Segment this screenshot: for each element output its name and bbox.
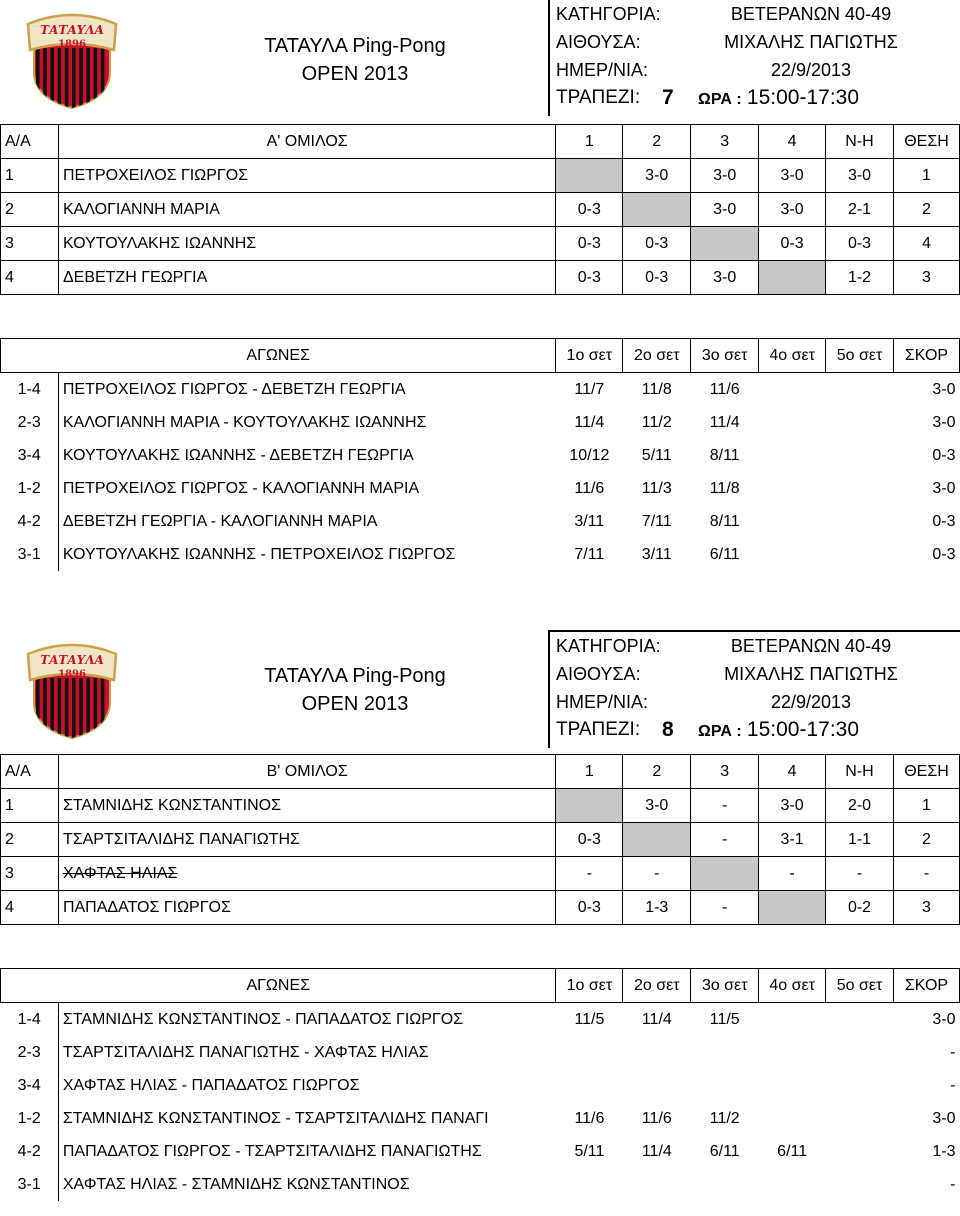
- self-cell: [691, 857, 759, 891]
- set-score: [556, 1036, 623, 1069]
- club-title: ΤΑΤΑΥΛΑ Ping-Pong: [264, 665, 446, 687]
- group-row: [1, 789, 960, 823]
- match-score: -: [950, 1175, 956, 1193]
- match-row: [1, 439, 960, 472]
- match-row: [1, 373, 960, 407]
- match-pair: 4-2: [1, 1135, 59, 1168]
- match-row: [1, 538, 960, 571]
- set-score: [826, 1168, 894, 1201]
- matches-header-cell: 2ο σετ: [623, 969, 691, 1003]
- win-loss: 2-1: [826, 193, 894, 227]
- svg-text:1896: 1896: [58, 39, 86, 50]
- set-score: [826, 1036, 894, 1069]
- position: 2: [893, 193, 959, 227]
- player-number: 1: [1, 159, 59, 193]
- set-score: [759, 406, 826, 439]
- group-row: [1, 159, 960, 193]
- set-score: [759, 1102, 826, 1135]
- set-score: 11/6: [709, 380, 740, 398]
- set-score: [623, 1069, 691, 1102]
- match-name: ΠΑΠΑΔΑΤΟΣ ΓΙΩΡΓΟΣ - ΤΣΑΡΤΣΙΤΑΛΙΔΗΣ ΠΑΝΑΓΙΩΤΗΣ: [62, 1142, 482, 1160]
- match-score: 3-0: [932, 479, 956, 497]
- player-number: 3: [1, 857, 59, 891]
- result-cell: -: [691, 891, 759, 925]
- match-name: ΤΣΑΡΤΣΙΤΑΛΙΔΗΣ ΠΑΝΑΓΙΩΤΗΣ - ΧΑΦΤΑΣ ΗΛΙΑΣ: [62, 1043, 429, 1061]
- set-score: 11/4: [709, 413, 740, 431]
- set-score: [759, 1003, 826, 1037]
- set-score: [759, 373, 826, 407]
- result-cell: 3-0: [623, 159, 691, 193]
- result-cell: -: [623, 857, 691, 891]
- set-score: 11/5: [574, 1010, 605, 1028]
- group-header-row: [1, 755, 960, 789]
- time-label: ΩΡΑ :: [698, 91, 742, 108]
- group-header-cell: Α/Α: [1, 755, 59, 789]
- info-value: ΒΕΤΕΡΑΝΩΝ 40-49: [730, 636, 892, 656]
- group-header-cell: 1: [556, 125, 623, 159]
- matches-header-cell: 3ο σετ: [691, 339, 759, 373]
- match-score: 3-0: [932, 380, 956, 398]
- info-value: ΜΙΧΑΛΗΣ ΠΑΓΙΩΤΗΣ: [724, 32, 898, 52]
- set-score: 11/6: [641, 1109, 672, 1127]
- result-cell: 3-1: [759, 823, 826, 857]
- group-header-cell: 4: [759, 755, 826, 789]
- set-score: [691, 1069, 759, 1102]
- info-label: ΑΙΘΟΥΣΑ:: [556, 664, 641, 684]
- matches-header-row: [1, 339, 960, 373]
- set-score: [826, 538, 894, 571]
- table-label: ΤΡΑΠΕΖΙ:: [556, 87, 641, 108]
- matches-header-cell: 1ο σετ: [556, 969, 623, 1003]
- matches-header-cell: ΑΓΩΝΕΣ: [1, 339, 556, 373]
- set-score: 6/11: [709, 545, 740, 563]
- set-score: 11/6: [574, 1109, 605, 1127]
- info-label: ΗΜΕΡ/ΝΙΑ:: [556, 692, 649, 712]
- self-cell: [759, 891, 826, 925]
- self-cell: [556, 789, 623, 823]
- matches-header-cell: 4ο σετ: [759, 339, 826, 373]
- group-header-cell: Β' ΟΜΙΛΟΣ: [58, 755, 555, 789]
- result-cell: -: [759, 857, 826, 891]
- set-score: [826, 439, 894, 472]
- table-number: 8: [662, 718, 674, 741]
- match-pair: 1-2: [1, 1102, 59, 1135]
- club-title: ΤΑΤΑΥΛΑ Ping-Pong: [264, 35, 446, 57]
- svg-text:1896: 1896: [58, 669, 86, 680]
- set-score: 11/4: [641, 1142, 672, 1160]
- group-header-cell: 2: [623, 125, 691, 159]
- result-cell: -: [556, 857, 623, 891]
- set-score: 7/11: [641, 512, 672, 530]
- event-title: OPEN 2013: [301, 63, 409, 85]
- set-score: 5/11: [574, 1142, 605, 1160]
- set-score: 10/12: [569, 446, 610, 464]
- set-score: [623, 1036, 691, 1069]
- matches-header-cell: ΣΚΟΡ: [894, 339, 960, 373]
- group-header-cell: 1: [556, 755, 623, 789]
- set-score: [826, 505, 894, 538]
- player-name: ΚΑΛΟΓΙΑΝΝΗ ΜΑΡΙΑ: [58, 193, 555, 227]
- match-name: ΣΤΑΜΝΙΔΗΣ ΚΩΝΣΤΑΝΤΙΝΟΣ - ΤΣΑΡΤΣΙΤΑΛΙΔΗΣ ΠΑΝΑΓΙ: [62, 1109, 489, 1127]
- win-loss: 0-3: [826, 227, 894, 261]
- group-header-cell: 4: [759, 125, 826, 159]
- match-pair: 1-4: [1, 373, 59, 407]
- position: 1: [893, 159, 959, 193]
- set-score: [759, 538, 826, 571]
- match-pair: 1-2: [1, 472, 59, 505]
- match-pair: 3-4: [1, 439, 59, 472]
- position: 4: [893, 227, 959, 261]
- match-info: [548, 630, 960, 748]
- matches-header-cell: ΑΓΩΝΕΣ: [1, 969, 556, 1003]
- self-cell: [556, 159, 623, 193]
- player-name: ΤΣΑΡΤΣΙΤΑΛΙΔΗΣ ΠΑΝΑΓΙΩΤΗΣ: [58, 823, 555, 857]
- result-cell: 3-0: [759, 789, 826, 823]
- group-header-cell: 3: [691, 125, 759, 159]
- match-score: 0-3: [932, 545, 956, 563]
- group-header-cell: ΘΕΣΗ: [893, 125, 959, 159]
- match-score: 3-0: [932, 1109, 956, 1127]
- group-row: [1, 823, 960, 857]
- sheet-header: [0, 630, 960, 746]
- player-number: 4: [1, 261, 59, 295]
- sheet-header: [0, 0, 960, 116]
- set-score: 8/11: [709, 512, 740, 530]
- info-value: 22/9/2013: [770, 60, 852, 80]
- match-row: [1, 1003, 960, 1037]
- match-pair: 2-3: [1, 1036, 59, 1069]
- self-cell: [623, 823, 691, 857]
- match-score: 3-0: [932, 413, 956, 431]
- result-cell: 3-0: [691, 193, 759, 227]
- set-score: 11/4: [641, 1010, 672, 1028]
- win-loss: -: [826, 857, 894, 891]
- group-header-cell: 2: [623, 755, 691, 789]
- match-name: ΧΑΦΤΑΣ ΗΛΙΑΣ - ΠΑΠΑΔΑΤΟΣ ΓΙΩΡΓΟΣ: [62, 1076, 360, 1094]
- match-pair: 2-3: [1, 406, 59, 439]
- match-row: [1, 472, 960, 505]
- event-title: OPEN 2013: [301, 693, 409, 715]
- win-loss: 2-0: [826, 789, 894, 823]
- set-score: 3/11: [574, 512, 605, 530]
- self-cell: [623, 193, 691, 227]
- position: 3: [893, 891, 959, 925]
- time-slot: [698, 716, 859, 746]
- group-header-cell: 3: [691, 755, 759, 789]
- matches-header-cell: 1ο σετ: [556, 339, 623, 373]
- player-name: ΣΤΑΜΝΙΔΗΣ ΚΩΝΣΤΑΝΤΙΝΟΣ: [58, 789, 555, 823]
- match-row: [1, 505, 960, 538]
- set-score: [826, 406, 894, 439]
- info-label: ΑΙΘΟΥΣΑ:: [556, 32, 641, 52]
- set-score: 6/11: [709, 1142, 740, 1160]
- matches-table: [0, 338, 960, 571]
- set-score: 11/6: [574, 479, 605, 497]
- table-label: ΤΡΑΠΕΖΙ:: [556, 719, 641, 740]
- group-table: [0, 124, 960, 295]
- time-value: 15:00-17:30: [746, 718, 860, 741]
- self-cell: [691, 227, 759, 261]
- group-header-cell: Α/Α: [1, 125, 59, 159]
- matches-header-cell: 2ο σετ: [623, 339, 691, 373]
- set-score: 11/2: [709, 1109, 740, 1127]
- match-score: 0-3: [932, 512, 956, 530]
- group-row: [1, 891, 960, 925]
- player-name: ΠΕΤΡΟΧΕΙΛΟΣ ΓΙΩΡΓΟΣ: [58, 159, 555, 193]
- set-score: [759, 472, 826, 505]
- matches-header-cell: 5ο σετ: [826, 339, 894, 373]
- player-name: ΔΕΒΕΤΖΗ ΓΕΩΡΓΙΑ: [58, 261, 555, 295]
- win-loss: 3-0: [826, 159, 894, 193]
- set-score: 6/11: [777, 1142, 808, 1160]
- info-value: ΒΕΤΕΡΑΝΩΝ 40-49: [730, 4, 892, 24]
- info-label: ΚΑΤΗΓΟΡΙΑ:: [556, 4, 661, 24]
- match-row: [1, 406, 960, 439]
- set-score: 7/11: [574, 545, 605, 563]
- result-cell: 0-3: [556, 891, 623, 925]
- group-row: [1, 261, 960, 295]
- player-number: 2: [1, 823, 59, 857]
- match-row: [1, 1135, 960, 1168]
- position: 2: [893, 823, 959, 857]
- match-row: [1, 1036, 960, 1069]
- set-score: 11/3: [641, 479, 672, 497]
- info-value: ΜΙΧΑΛΗΣ ΠΑΓΙΩΤΗΣ: [724, 664, 898, 684]
- result-cell: 0-3: [623, 227, 691, 261]
- result-cell: 3-0: [691, 159, 759, 193]
- match-name: ΚΟΥΤΟΥΛΑΚΗΣ ΙΩΑΝΝΗΣ - ΠΕΤΡΟΧΕΙΛΟΣ ΓΙΩΡΓΟΣ: [62, 545, 456, 563]
- match-row: [1, 1102, 960, 1135]
- set-score: 3/11: [641, 545, 672, 563]
- set-score: 11/5: [709, 1010, 740, 1028]
- match-row: [1, 1168, 960, 1201]
- set-score: [556, 1168, 623, 1201]
- match-pair: 3-1: [1, 1168, 59, 1201]
- position: 1: [893, 789, 959, 823]
- result-cell: 0-3: [759, 227, 826, 261]
- match-pair: 1-4: [1, 1003, 59, 1037]
- player-number: 4: [1, 891, 59, 925]
- result-cell: 3-0: [759, 159, 826, 193]
- match-score: -: [950, 1043, 956, 1061]
- svg-text:ΤΑΤΑΥΛΑ: ΤΑΤΑΥΛΑ: [40, 653, 104, 667]
- set-score: [826, 1102, 894, 1135]
- result-cell: 0-3: [556, 261, 623, 295]
- set-score: 11/7: [574, 380, 605, 398]
- match-score: 3-0: [932, 1010, 956, 1028]
- group-row: [1, 193, 960, 227]
- result-cell: 3-0: [691, 261, 759, 295]
- set-score: 5/11: [641, 446, 672, 464]
- group-row: [1, 227, 960, 261]
- set-score: [759, 1036, 826, 1069]
- match-name: ΣΤΑΜΝΙΔΗΣ ΚΩΝΣΤΑΝΤΙΝΟΣ - ΠΑΠΑΔΑΤΟΣ ΓΙΩΡΓΟΣ: [62, 1010, 464, 1028]
- set-score: [826, 1003, 894, 1037]
- group-table: [0, 754, 960, 925]
- result-cell: 0-3: [556, 227, 623, 261]
- match-name: ΠΕΤΡΟΧΕΙΛΟΣ ΓΙΩΡΓΟΣ - ΚΑΛΟΓΙΑΝΝΗ ΜΑΡΙΑ: [62, 479, 420, 497]
- player-number: 2: [1, 193, 59, 227]
- result-cell: -: [691, 823, 759, 857]
- info-value: 22/9/2013: [770, 692, 852, 712]
- group-header-cell: ΘΕΣΗ: [893, 755, 959, 789]
- set-score: 11/2: [641, 413, 672, 431]
- match-pair: 4-2: [1, 505, 59, 538]
- info-label: ΗΜΕΡ/ΝΙΑ:: [556, 60, 649, 80]
- set-score: [623, 1168, 691, 1201]
- club-crest-icon: [22, 10, 122, 110]
- matches-header-cell: 5ο σετ: [826, 969, 894, 1003]
- match-pair: 3-1: [1, 538, 59, 571]
- matches-header-cell: ΣΚΟΡ: [894, 969, 960, 1003]
- result-cell: 1-3: [623, 891, 691, 925]
- set-score: [691, 1168, 759, 1201]
- set-score: [826, 472, 894, 505]
- match-name: ΔΕΒΕΤΖΗ ΓΕΩΡΓΙΑ - ΚΑΛΟΓΙΑΝΝΗ ΜΑΡΙΑ: [62, 512, 378, 530]
- group-header-cell: Α' ΟΜΙΛΟΣ: [58, 125, 555, 159]
- time-slot: [698, 84, 859, 114]
- result-cell: 0-3: [623, 261, 691, 295]
- set-score: [556, 1069, 623, 1102]
- group-row: [1, 857, 960, 891]
- time-label: ΩΡΑ :: [698, 723, 742, 740]
- info-label: ΚΑΤΗΓΟΡΙΑ:: [556, 636, 661, 656]
- svg-text:ΤΑΤΑΥΛΑ: ΤΑΤΑΥΛΑ: [40, 23, 104, 37]
- set-score: 11/8: [709, 479, 740, 497]
- set-score: [826, 1135, 894, 1168]
- match-row: [1, 1069, 960, 1102]
- win-loss: 0-2: [826, 891, 894, 925]
- result-cell: 0-3: [556, 193, 623, 227]
- match-name: ΠΕΤΡΟΧΕΙΛΟΣ ΓΙΩΡΓΟΣ - ΔΕΒΕΤΖΗ ΓΕΩΡΓΙΑ: [62, 380, 406, 398]
- result-cell: 0-3: [556, 823, 623, 857]
- matches-header-cell: 3ο σετ: [691, 969, 759, 1003]
- set-score: [759, 505, 826, 538]
- self-cell: [759, 261, 826, 295]
- set-score: 11/8: [641, 380, 672, 398]
- result-cell: 3-0: [623, 789, 691, 823]
- win-loss: 1-1: [826, 823, 894, 857]
- match-name: ΚΑΛΟΓΙΑΝΝΗ ΜΑΡΙΑ - ΚΟΥΤΟΥΛΑΚΗΣ ΙΩΑΝΝΗΣ: [62, 413, 427, 431]
- set-score: [759, 439, 826, 472]
- player-name: ΧΑΦΤΑΣ ΗΛΙΑΣ: [58, 857, 555, 891]
- player-number: 3: [1, 227, 59, 261]
- set-score: [759, 1168, 826, 1201]
- position: -: [893, 857, 959, 891]
- table-number: 7: [662, 86, 674, 109]
- match-score: 0-3: [932, 446, 956, 464]
- match-pair: 3-4: [1, 1069, 59, 1102]
- result-cell: 3-0: [759, 193, 826, 227]
- time-value: 15:00-17:30: [746, 86, 860, 109]
- set-score: [826, 1069, 894, 1102]
- player-name: ΚΟΥΤΟΥΛΑΚΗΣ ΙΩΑΝΝΗΣ: [58, 227, 555, 261]
- set-score: [691, 1036, 759, 1069]
- group-header-cell: Ν-Η: [826, 125, 894, 159]
- group-header-cell: Ν-Η: [826, 755, 894, 789]
- match-name: ΚΟΥΤΟΥΛΑΚΗΣ ΙΩΑΝΝΗΣ - ΔΕΒΕΤΖΗ ΓΕΩΡΓΙΑ: [62, 446, 414, 464]
- matches-header-row: [1, 969, 960, 1003]
- match-score: -: [950, 1076, 956, 1094]
- match-info: [548, 0, 960, 116]
- set-score: [826, 373, 894, 407]
- player-number: 1: [1, 789, 59, 823]
- match-name: ΧΑΦΤΑΣ ΗΛΙΑΣ - ΣΤΑΜΝΙΔΗΣ ΚΩΝΣΤΑΝΤΙΝΟΣ: [62, 1175, 410, 1193]
- win-loss: 1-2: [826, 261, 894, 295]
- position: 3: [893, 261, 959, 295]
- matches-header-cell: 4ο σετ: [759, 969, 826, 1003]
- club-crest-icon: [22, 640, 122, 740]
- matches-table: [0, 968, 960, 1201]
- set-score: 11/4: [574, 413, 605, 431]
- result-cell: -: [691, 789, 759, 823]
- group-header-row: [1, 125, 960, 159]
- set-score: 8/11: [709, 446, 740, 464]
- set-score: [759, 1069, 826, 1102]
- player-name: ΠΑΠΑΔΑΤΟΣ ΓΙΩΡΓΟΣ: [58, 891, 555, 925]
- match-score: 1-3: [932, 1142, 956, 1160]
